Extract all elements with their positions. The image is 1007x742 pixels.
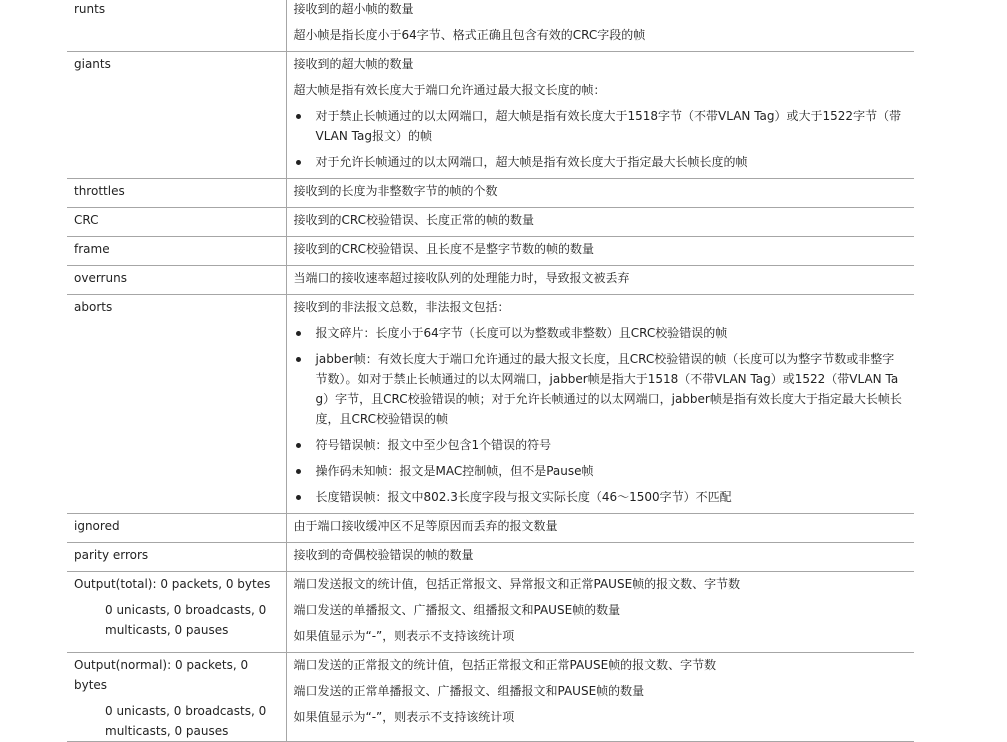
- field-name: giants: [74, 57, 111, 71]
- description-cell: [286, 179, 914, 208]
- field-cell: [67, 543, 286, 572]
- description-paragraph: 端口发送的正常报文的统计值，包括正常报文和正常PAUSE帧的报文数、字节数: [293, 658, 717, 672]
- field-name: Output(total): 0 packets, 0 bytes: [74, 577, 271, 591]
- field-subline: 0 unicasts, 0 broadcasts, 0 multicasts, 0 pauses: [105, 704, 267, 738]
- field-name: aborts: [74, 300, 113, 314]
- field-cell: [67, 653, 286, 742]
- table-row: [67, 514, 914, 543]
- table-row: [67, 52, 914, 179]
- field-cell: [67, 514, 286, 543]
- table-row: [67, 572, 914, 653]
- description-cell: [286, 52, 914, 179]
- description-paragraph: 由于端口接收缓冲区不足等原因而丢弃的报文数量: [293, 519, 558, 533]
- list-item: 报文碎片：长度小于64字节（长度可以为整数或非整数）且CRC校验错误的帧: [294, 323, 907, 343]
- description-paragraph: 端口发送报文的统计值，包括正常报文、异常报文和正常PAUSE帧的报文数、字节数: [293, 577, 741, 591]
- field-cell: [67, 572, 286, 653]
- bullet-list: [294, 106, 907, 172]
- description-cell: [286, 266, 914, 295]
- description-paragraph: 超小帧是指长度小于64字节、格式正确且包含有效的CRC字段的帧: [293, 28, 646, 42]
- table-row: [67, 653, 914, 742]
- field-name: overruns: [74, 271, 127, 285]
- field-name: runts: [74, 2, 106, 16]
- field-name: ignored: [74, 519, 120, 533]
- field-description-table: [67, 0, 914, 742]
- table-row: [67, 237, 914, 266]
- table-row: [67, 0, 914, 52]
- field-cell: [67, 179, 286, 208]
- list-item: 对于禁止长帧通过的以太网端口，超大帧是指有效长度大于1518字节（不带VLAN Tag）或大于1522字节（带VLAN Tag报文）的帧: [294, 106, 907, 146]
- description-cell: [286, 0, 914, 52]
- list-item: 操作码未知帧：报文是MAC控制帧，但不是Pause帧: [294, 461, 907, 481]
- field-cell: [67, 0, 286, 52]
- field-subline: 0 unicasts, 0 broadcasts, 0 multicasts, 0 pauses: [105, 603, 267, 637]
- field-cell: [67, 208, 286, 237]
- table-row: [67, 295, 914, 514]
- description-paragraph: 接收到的奇偶校验错误的帧的数量: [293, 548, 474, 562]
- table-row: [67, 266, 914, 295]
- field-name: throttles: [74, 184, 125, 198]
- list-item: 对于允许长帧通过的以太网端口，超大帧是指有效长度大于指定最大长帧长度的帧: [294, 152, 907, 172]
- list-item: jabber帧：有效长度大于端口允许通过的最大报文长度，且CRC校验错误的帧（长度可以为整字节数或非整字节数）。如对于禁止长帧通过的以太网端口，jabber帧是指大于1518（不带VLAN Tag）或1522（带VLAN Tag）字节，且CRC校验错误的帧；对于允许长帧通过的以太网端口，jabber帧是指有效长度大于指定最大长帧长度，且CRC校验错误的帧: [294, 349, 907, 429]
- description-cell: [286, 514, 914, 543]
- field-cell: [67, 237, 286, 266]
- list-item: 符号错误帧：报文中至少包含1个错误的符号: [294, 435, 907, 455]
- table-row: [67, 208, 914, 237]
- description-paragraph: 超大帧是指有效长度大于端口允许通过最大报文长度的帧：: [293, 83, 606, 97]
- field-name: CRC: [74, 213, 99, 227]
- description-paragraph: 如果值显示为“-”，则表示不支持该统计项: [293, 629, 515, 643]
- list-item: 长度错误帧：报文中802.3长度字段与报文实际长度（46～1500字节）不匹配: [294, 487, 907, 507]
- description-paragraph: 如果值显示为“-”，则表示不支持该统计项: [293, 710, 515, 724]
- bullet-list: [294, 323, 907, 507]
- table-row: [67, 543, 914, 572]
- field-name: Output(normal): 0 packets, 0 bytes: [74, 658, 249, 692]
- field-name: frame: [74, 242, 110, 256]
- field-cell: [67, 52, 286, 179]
- description-paragraph: 端口发送的单播报文、广播报文、组播报文和PAUSE帧的数量: [293, 603, 621, 617]
- description-cell: [286, 295, 914, 514]
- description-paragraph: 接收到的超大帧的数量: [293, 57, 414, 71]
- description-paragraph: 接收到的超小帧的数量: [293, 2, 414, 16]
- description-paragraph: 接收到的长度为非整数字节的帧的个数: [293, 184, 498, 198]
- description-paragraph: 接收到的CRC校验错误、长度正常的帧的数量: [293, 213, 534, 227]
- field-name: parity errors: [74, 548, 149, 562]
- description-paragraph: 接收到的CRC校验错误、且长度不是整字节数的帧的数量: [293, 242, 595, 256]
- description-paragraph: 端口发送的正常单播报文、广播报文、组播报文和PAUSE帧的数量: [293, 684, 645, 698]
- description-cell: [286, 543, 914, 572]
- description-cell: [286, 208, 914, 237]
- description-paragraph: 接收到的非法报文总数，非法报文包括：: [293, 300, 510, 314]
- description-cell: [286, 237, 914, 266]
- table-row: [67, 179, 914, 208]
- field-cell: [67, 266, 286, 295]
- description-cell: [286, 572, 914, 653]
- field-cell: [67, 295, 286, 514]
- description-cell: [286, 653, 914, 742]
- description-paragraph: 当端口的接收速率超过接收队列的处理能力时，导致报文被丢弃: [293, 271, 630, 285]
